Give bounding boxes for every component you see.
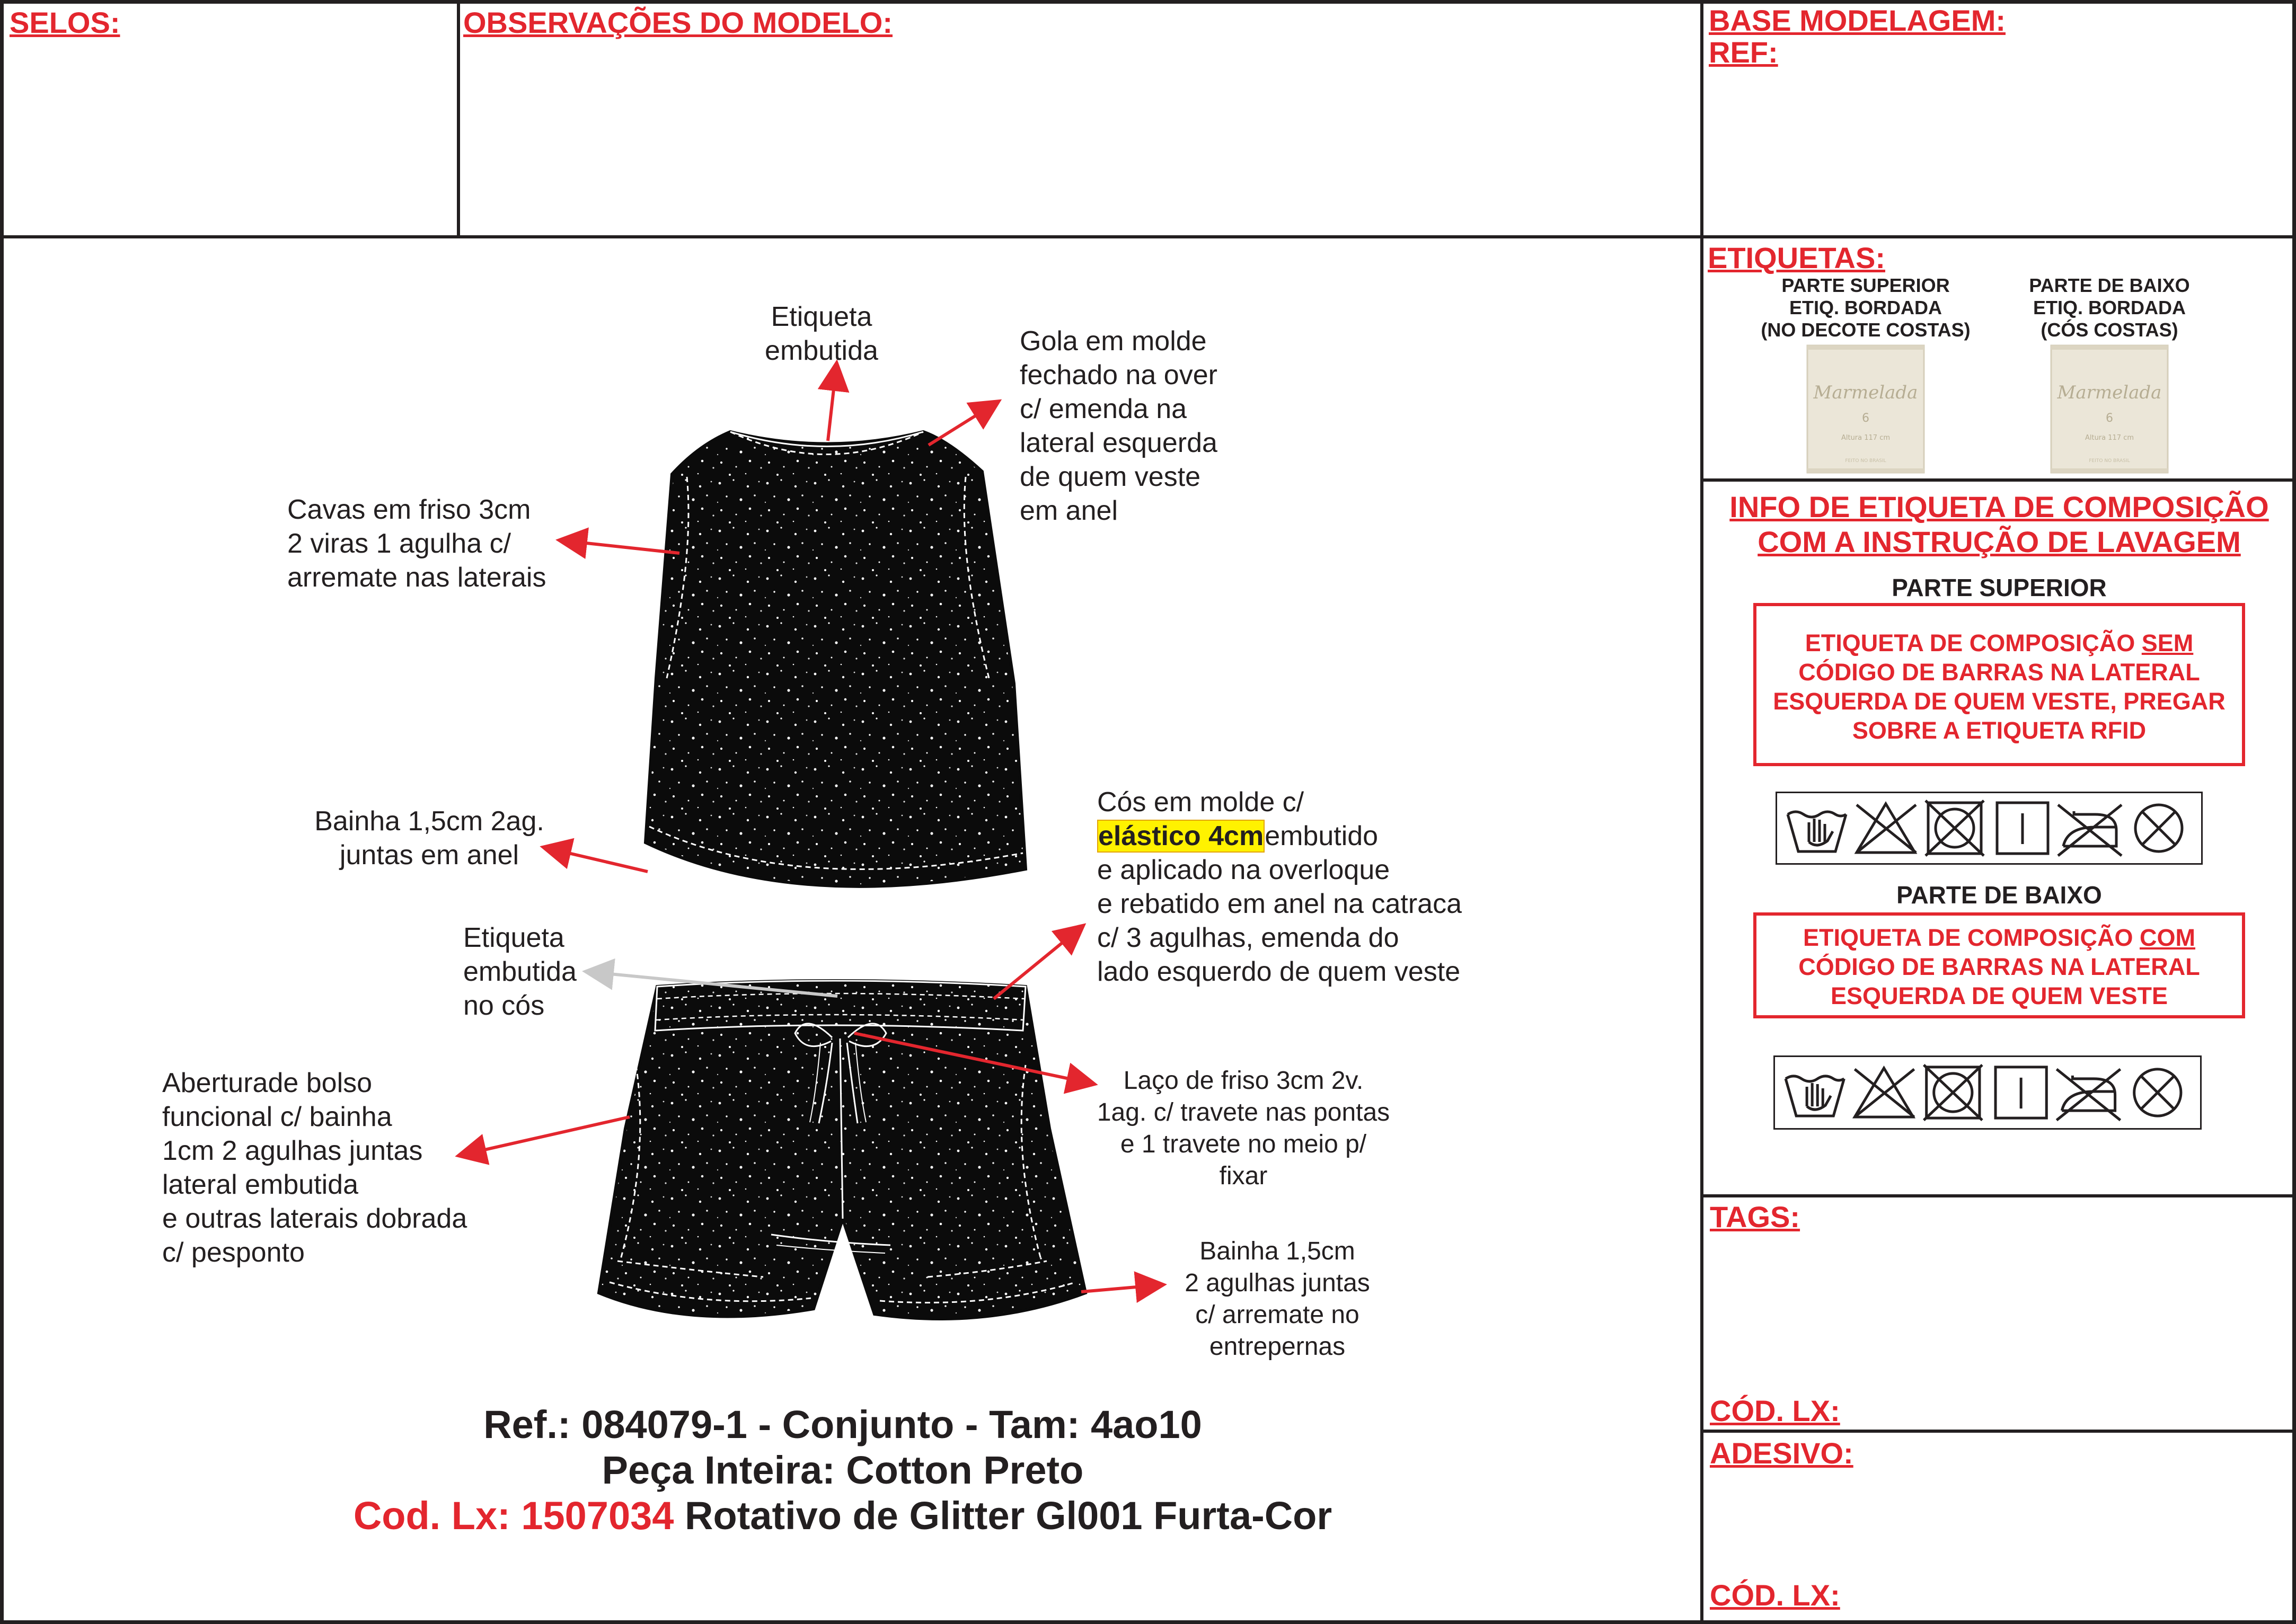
reference-fabric: Rotativo de Glitter Gl001 Furta-Cor <box>674 1494 1332 1538</box>
label-superior-header <box>1754 274 1977 341</box>
care-symbols-superior <box>1776 792 2203 865</box>
note-cavas <box>287 493 546 594</box>
label-baixo-line3: (CÓS COSTAS) <box>2041 319 2178 341</box>
note-etiqueta-top-line1: Etiqueta <box>771 301 872 332</box>
composition-baixo-header: PARTE DE BAIXO <box>1896 881 2102 909</box>
no-bleach-icon <box>1855 1068 1914 1117</box>
composition-baixo-line3: ESQUERDA DE QUEM VESTE <box>1831 982 2168 1009</box>
note-laco-line4: fixar <box>1219 1162 1268 1190</box>
note-bainha-short <box>1145 1236 1410 1363</box>
selos-title: SELOS: <box>10 6 120 39</box>
svg-text:Altura 117 cm: Altura 117 cm <box>1841 434 1891 442</box>
note-gola-line5: de quem veste <box>1020 462 1201 492</box>
svg-text:6: 6 <box>2106 412 2113 425</box>
tags-cod-lx: CÓD. LX: <box>1710 1394 1840 1427</box>
care-symbols-baixo-svg <box>1775 1057 2200 1128</box>
label-superior-line3: (NO DECOTE COSTAS) <box>1761 319 1971 341</box>
composition-superior-line1: ETIQUETA DE COMPOSIÇÃO SEM <box>1805 629 2194 656</box>
shorts-garment-drawing <box>599 981 1085 1319</box>
note-gola <box>1020 324 1217 528</box>
adesivo-title: ADESIVO: <box>1710 1436 1853 1470</box>
note-etiqueta-cos <box>463 921 577 1023</box>
note-bainha-short-line4: entrepernas <box>1209 1333 1346 1361</box>
composition-superior-header: PARTE SUPERIOR <box>1892 574 2107 601</box>
composition-baixo-line1: ETIQUETA DE COMPOSIÇÃO COM <box>1803 924 2196 951</box>
adesivo-cod-lx: CÓD. LX: <box>1710 1578 1840 1612</box>
composition-superior-line4: SOBRE A ETIQUETA RFID <box>1852 717 2147 744</box>
svg-text:Altura 117 cm: Altura 117 cm <box>2085 434 2134 442</box>
label-baixo-line1: PARTE DE BAIXO <box>2029 274 2190 296</box>
no-iron-icon <box>2058 805 2122 856</box>
note-gola-line2: fechado na over <box>1020 360 1217 391</box>
note-cavas-line3: arremate nas laterais <box>287 562 546 593</box>
note-etiqueta-top-line2: embutida <box>765 335 878 366</box>
note-bainha-top-line1: Bainha 1,5cm 2ag. <box>314 806 544 837</box>
no-iron-icon <box>2056 1069 2120 1120</box>
note-cos-line1: Cós em molde c/ <box>1097 787 1304 818</box>
svg-text:Marmelada: Marmelada <box>2057 382 2162 403</box>
etiquetas-title: ETIQUETAS: <box>1708 241 1885 274</box>
composition-divider <box>1700 1194 2296 1197</box>
note-bainha-short-line2: 2 agulhas juntas <box>1185 1269 1370 1297</box>
no-dry-clean-icon <box>2135 805 2182 851</box>
note-cavas-line2: 2 viras 1 agulha c/ <box>287 528 511 559</box>
note-gola-line6: em anel <box>1020 495 1118 526</box>
note-cavas-line1: Cavas em friso 3cm <box>287 494 531 525</box>
note-cos-line5: c/ 3 agulhas, emenda do <box>1097 922 1399 953</box>
note-bainha-top-line2: juntas em anel <box>339 840 519 871</box>
reference-line3 <box>286 1493 1399 1539</box>
note-bolso-line1: Aberturade bolso <box>162 1068 373 1098</box>
composition-superior-line2: CÓDIGO DE BARRAS NA LATERAL <box>1798 659 2200 686</box>
no-bleach-icon <box>1857 804 1916 853</box>
svg-text:6: 6 <box>1862 412 1869 425</box>
svg-text:Marmelada: Marmelada <box>1813 382 1918 403</box>
composition-baixo-line2: CÓDIGO DE BARRAS NA LATERAL <box>1798 953 2200 980</box>
note-cos-line3: e aplicado na overloque <box>1097 855 1390 885</box>
note-bainha-top <box>286 804 572 872</box>
hand-wash-icon <box>1788 812 1846 851</box>
note-bolso-line2: funcional c/ bainha <box>162 1102 392 1132</box>
note-bolso <box>162 1066 467 1270</box>
note-gola-line4: lateral esquerda <box>1020 428 1217 458</box>
etiquetas-divider <box>1700 478 2296 482</box>
reference-line1: Ref.: 084079-1 - Conjunto - Tam: 4ao10 <box>483 1403 1202 1446</box>
no-tumble-dry-icon <box>1926 801 1984 856</box>
line-dry-icon <box>1997 803 2048 854</box>
note-gola-line3: c/ emenda na <box>1020 394 1187 424</box>
reference-cod-lx: Cod. Lx: 1507034 <box>353 1494 674 1538</box>
note-gola-line1: Gola em molde <box>1020 326 1207 357</box>
svg-text:FEITO NO BRASIL: FEITO NO BRASIL <box>2089 458 2130 464</box>
note-cos-line4: e rebatido em anel na catraca <box>1097 889 1462 919</box>
note-laco-line2: 1ag. c/ travete nas pontas <box>1097 1098 1390 1126</box>
note-bainha-short-line3: c/ arremate no <box>1195 1301 1359 1329</box>
ref-title: REF: <box>1709 36 1778 69</box>
note-bolso-line6: c/ pesponto <box>162 1237 305 1268</box>
right-column-divider <box>1700 0 1703 1624</box>
composition-superior-line3: ESQUERDA DE QUEM VESTE, PREGAR <box>1773 688 2226 715</box>
svg-text:FEITO NO BRASIL: FEITO NO BRASIL <box>1845 458 1886 464</box>
composition-superior-box <box>1753 603 2245 766</box>
no-tumble-dry-icon <box>1924 1065 1982 1120</box>
arrow-bolso <box>461 1117 630 1155</box>
base-modelagem-title: BASE MODELAGEM: <box>1709 4 2006 37</box>
note-cos <box>1097 785 1462 989</box>
arrow-cavas <box>562 540 679 553</box>
no-dry-clean-icon <box>2134 1069 2181 1116</box>
note-laco-line3: e 1 travete no meio p/ <box>1120 1130 1367 1158</box>
label-baixo-header <box>1998 274 2221 341</box>
embroidered-label-baixo-image <box>2050 344 2169 474</box>
note-bainha-short-line1: Bainha 1,5cm <box>1199 1237 1355 1265</box>
composition-title-line1: INFO DE ETIQUETA DE COMPOSIÇÃO <box>1729 490 2269 523</box>
composition-title-line2: COM A INSTRUÇÃO DE LAVAGEM <box>1758 525 2241 558</box>
top-garment-drawing <box>646 432 1026 886</box>
note-bolso-line3: 1cm 2 agulhas juntas <box>162 1135 423 1166</box>
arrow-etiqueta-top <box>828 366 836 441</box>
composition-baixo-box <box>1753 912 2245 1018</box>
label-superior-line1: PARTE SUPERIOR <box>1781 274 1950 296</box>
label-baixo-line2: ETIQ. BORDADA <box>2033 297 2186 318</box>
note-etiqueta-cos-line3: no cós <box>463 990 545 1021</box>
arrow-gola <box>929 403 996 445</box>
arrow-cos <box>994 927 1081 999</box>
care-symbols-baixo <box>1773 1055 2202 1130</box>
composition-title <box>1703 490 2295 560</box>
label-superior-line2: ETIQ. BORDADA <box>1789 297 1942 318</box>
note-bolso-line5: e outras laterais dobrada <box>162 1203 467 1234</box>
note-laco <box>1058 1065 1429 1192</box>
note-cos-line2: elástico 4cmembutido <box>1098 821 1379 851</box>
elastic-highlight: elástico 4cm <box>1098 821 1264 851</box>
adesivo-divider <box>1700 1430 2296 1433</box>
embroidered-label-superior-image <box>1806 344 1925 474</box>
note-bolso-line4: lateral embutida <box>162 1169 358 1200</box>
reference-line2: Peça Inteira: Cotton Preto <box>602 1448 1084 1492</box>
observacoes-title: OBSERVAÇÕES DO MODELO: <box>463 6 893 39</box>
note-cos-line6: lado esquerdo de quem veste <box>1097 956 1461 987</box>
note-etiqueta-top <box>731 300 912 368</box>
line-dry-icon <box>1995 1067 2046 1118</box>
care-symbols-superior-svg <box>1777 793 2201 863</box>
tags-title: TAGS: <box>1710 1200 1800 1233</box>
note-etiqueta-cos-line1: Etiqueta <box>463 922 564 953</box>
note-laco-line1: Laço de friso 3cm 2v. <box>1123 1067 1364 1095</box>
note-etiqueta-cos-line2: embutida <box>463 956 577 987</box>
hand-wash-icon <box>1786 1076 1844 1116</box>
